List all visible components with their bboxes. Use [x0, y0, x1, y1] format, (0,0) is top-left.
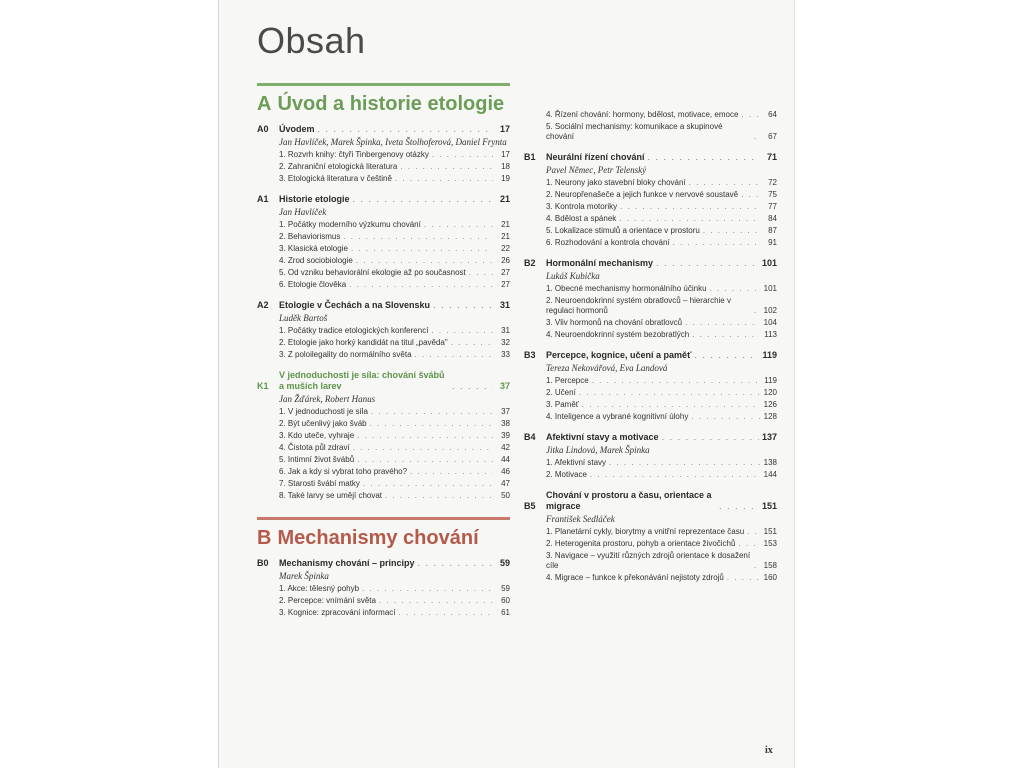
- leader-dots: [400, 162, 493, 172]
- chapter-code: B3: [524, 350, 536, 360]
- leader-dots: [719, 501, 759, 512]
- leader-dots: [433, 300, 493, 311]
- chapter-authors: Jan Havlíček: [279, 207, 327, 217]
- chapter-authors: František Sedláček: [546, 514, 615, 524]
- continued-items: [546, 110, 777, 142]
- leader-dots: [582, 400, 760, 410]
- toc-item: [546, 470, 777, 480]
- chapter-b0: [257, 558, 510, 618]
- chapter-code: A0: [257, 124, 269, 134]
- chapter-title: Hormonální mechanismy: [546, 258, 654, 268]
- leader-dots: [432, 150, 493, 160]
- item-title: 4. Zrod sociobiologie: [279, 256, 353, 265]
- item-title: 2. Neuroendokrinní systém obratlovců – hierarchie v regulaci hormonů: [546, 296, 731, 315]
- leader-dots: [694, 350, 759, 361]
- item-title: 5. Sociální mechanismy: komunikace a skupinové chování: [546, 122, 723, 141]
- item-title: 3. Kognice: zpracování informací: [279, 608, 396, 617]
- chapter-authors: Marek Špinka: [279, 571, 329, 581]
- item-page: 59: [501, 584, 510, 593]
- chapter-authors: Lukáš Kubička: [546, 271, 600, 281]
- section-title: Mechanismy chování: [277, 527, 479, 549]
- item-page: 27: [501, 280, 510, 289]
- chapter-items: [279, 220, 510, 290]
- section-letter: A: [257, 93, 272, 115]
- item-title: 4. Řízení chování: hormony, bdělost, motivace, emoce: [546, 110, 739, 119]
- leader-dots: [692, 330, 760, 340]
- item-title: 4. Inteligence a vybrané kognitivní úlohy: [546, 412, 689, 421]
- toc-chapter: [524, 490, 777, 583]
- toc-item: [546, 318, 777, 328]
- chapter-code: A1: [257, 194, 269, 204]
- toc-item: [546, 238, 777, 248]
- item-title: 1. Afektivní stavy: [546, 458, 607, 467]
- toc-chapter: [524, 152, 777, 248]
- leader-dots: [685, 318, 760, 328]
- chapter-heading: [257, 300, 510, 311]
- leader-dots: [370, 419, 493, 429]
- toc-chapter: [257, 558, 510, 618]
- item-title: 2. Etologie jako horký kandidát na titul „pavěda": [279, 338, 448, 347]
- chapter-heading: [257, 558, 510, 569]
- item-page: 31: [501, 326, 510, 335]
- toc-item: [279, 443, 510, 453]
- chapter-code: B5: [524, 501, 536, 511]
- item-page: 38: [501, 419, 510, 428]
- toc-item: [546, 226, 777, 236]
- leader-dots: [353, 443, 493, 453]
- item-page: 87: [768, 226, 777, 235]
- item-page: 42: [501, 443, 510, 452]
- item-page: 113: [764, 330, 777, 339]
- toc-item: [279, 220, 510, 230]
- toc-item: [546, 388, 777, 398]
- leader-dots: [592, 376, 760, 386]
- chapter-items: [546, 284, 777, 340]
- chapter-items: [546, 178, 777, 248]
- section-title: Úvod a historie etologie: [277, 93, 505, 115]
- leader-dots: [356, 256, 493, 266]
- leader-dots: [431, 326, 493, 336]
- chapter-title: Percepce, kognice, učení a paměť: [546, 350, 692, 360]
- item-page: 37: [501, 407, 510, 416]
- item-title: 6. Rozhodování a kontrola chování: [546, 238, 670, 247]
- toc-item: [546, 110, 777, 120]
- chapter-items: [546, 458, 777, 480]
- item-page: 64: [768, 110, 777, 119]
- toc-item: [279, 268, 510, 278]
- leader-dots: [754, 561, 760, 571]
- item-title: 5. Lokalizace stimulů a orientace v prostoru: [546, 226, 700, 235]
- item-page: 61: [501, 608, 510, 617]
- item-title: 4. Bdělost a spánek: [546, 214, 617, 223]
- item-page: 138: [763, 458, 777, 467]
- item-title: 8. Také larvy se umějí chovat: [279, 491, 383, 500]
- item-page: 44: [501, 455, 510, 464]
- item-page: 21: [501, 220, 510, 229]
- item-title: 1. Akce: tělesný pohyb: [279, 584, 360, 593]
- chapter-items: [279, 584, 510, 618]
- leader-dots: [710, 284, 760, 294]
- item-page: 32: [501, 338, 510, 347]
- toc-item: [279, 608, 510, 618]
- chapter-code: B2: [524, 258, 536, 268]
- item-title: 5. Intimní život švábů: [279, 455, 355, 464]
- leader-dots: [691, 412, 760, 422]
- chapter-title: V jednoduchosti je síla: chování švábů a muších larev: [279, 370, 445, 391]
- toc-chapter: [257, 370, 510, 501]
- item-title: 3. Etologická literatura v češtině: [279, 174, 392, 183]
- item-title: 1. Rozvrh knihy: čtyři Tinbergenovy otázky: [279, 150, 429, 159]
- item-page: 18: [501, 162, 510, 171]
- item-page: 22: [501, 244, 510, 253]
- chapter-title: Chování v prostoru a času, orientace a migrace: [546, 490, 712, 511]
- leader-dots: [648, 152, 760, 163]
- leader-dots: [451, 338, 493, 348]
- leader-dots: [656, 258, 759, 269]
- toc-item: [279, 479, 510, 489]
- toc-item: [279, 584, 510, 594]
- leader-dots: [741, 110, 760, 120]
- toc-item: [279, 150, 510, 160]
- chapter-code: A2: [257, 300, 269, 310]
- toc-chapter: [524, 432, 777, 480]
- leader-dots: [673, 238, 760, 248]
- toc-item: [279, 232, 510, 242]
- toc-chapter: [524, 258, 777, 340]
- leader-dots: [741, 190, 760, 200]
- item-page: 119: [764, 376, 777, 385]
- item-page: 158: [763, 561, 777, 570]
- item-title: 4. Neuroendokrinní systém bezobratlých: [546, 330, 690, 339]
- toc-item: [546, 190, 777, 200]
- toc-item: [279, 256, 510, 266]
- chapter-page: 119: [762, 350, 777, 360]
- toc-chapter: [257, 300, 510, 360]
- item-title: 6. Etologie člověka: [279, 280, 347, 289]
- leader-dots: [662, 432, 759, 443]
- leader-dots: [738, 539, 760, 549]
- section-letter: B: [257, 527, 272, 549]
- chapter-list: [257, 124, 510, 360]
- chapter-code: B4: [524, 432, 536, 442]
- item-title: 1. Počátky moderního výzkumu chování: [279, 220, 421, 229]
- item-page: 77: [768, 202, 777, 211]
- toc-item: [546, 539, 777, 549]
- item-title: 7. Starosti švábí matky: [279, 479, 360, 488]
- toc-item: [546, 412, 777, 422]
- toc-item: [546, 458, 777, 468]
- chapter-authors: Jan Žďárek, Robert Hanus: [279, 394, 376, 404]
- leader-dots: [619, 214, 760, 224]
- chapter-items: [279, 326, 510, 360]
- chapter-heading: [524, 152, 777, 163]
- item-title: 2. Neuropřenašeče a jejich funkce v nervové soustavě: [546, 190, 739, 199]
- leader-dots: [579, 388, 760, 398]
- chapter-code: K1: [257, 381, 269, 391]
- chapter-heading: [257, 194, 510, 205]
- toc-item: [546, 330, 777, 340]
- toc-item: [279, 174, 510, 184]
- toc-item: [279, 326, 510, 336]
- item-page: 47: [501, 479, 510, 488]
- item-title: 2. Behaviorismus: [279, 232, 341, 241]
- chapter-items: [279, 150, 510, 184]
- chapter-title: Mechanismy chování – principy: [279, 558, 415, 568]
- chapter-page: 59: [499, 558, 510, 568]
- leader-dots: [424, 220, 493, 230]
- chapter-authors: Tereza Nekovářová, Eva Landová: [546, 363, 668, 373]
- item-title: 3. Navigace – využití různých zdrojů orientace k dosažení cíle: [546, 551, 751, 570]
- leader-dots: [385, 491, 493, 501]
- item-page: 67: [768, 132, 777, 141]
- leader-dots: [410, 467, 493, 477]
- item-title: 3. Z poloilegality do normálního světa: [279, 350, 412, 359]
- chapter-authors: Pavel Němec, Petr Telenský: [546, 165, 647, 175]
- chapter-k1: [257, 370, 510, 501]
- item-title: 3. Kontrola motoriky: [546, 202, 618, 211]
- toc-item: [279, 491, 510, 501]
- toc-item: [546, 573, 777, 583]
- item-title: 3. Kdo uteče, vyhraje: [279, 431, 355, 440]
- item-page: 120: [763, 388, 777, 397]
- toc-item: [546, 296, 777, 316]
- item-page: 160: [763, 573, 777, 582]
- page-title: Obsah: [257, 20, 366, 61]
- item-title: 6. Jak a kdy si vybrat toho pravého?: [279, 467, 408, 476]
- toc-item: [546, 202, 777, 212]
- leader-dots: [318, 124, 493, 135]
- toc-chapter: [524, 350, 777, 422]
- toc-column-right: [524, 108, 777, 593]
- toc-item: [546, 284, 777, 294]
- leader-dots: [609, 458, 760, 468]
- item-title: 1. Neurony jako stavební bloky chování: [546, 178, 686, 187]
- leader-dots: [452, 381, 493, 392]
- item-page: 126: [763, 400, 777, 409]
- chapter-list: [524, 152, 777, 583]
- item-page: 46: [501, 467, 510, 476]
- chapter-heading: [524, 432, 777, 443]
- chapter-code: B0: [257, 558, 269, 568]
- leader-dots: [703, 226, 760, 236]
- chapter-page: 37: [499, 381, 510, 391]
- toc-item: [279, 407, 510, 417]
- leader-dots: [362, 584, 493, 594]
- toc-item: [279, 162, 510, 172]
- chapter-page: 71: [766, 152, 777, 162]
- item-page: 33: [501, 350, 510, 359]
- item-page: 17: [501, 150, 510, 159]
- chapter-page: 17: [499, 124, 510, 134]
- toc-item: [279, 467, 510, 477]
- toc-item: [546, 214, 777, 224]
- chapter-title: Afektivní stavy a motivace: [546, 432, 659, 442]
- toc-item: [279, 596, 510, 606]
- item-title: 3. Vliv hormonů na chování obratlovců: [546, 318, 683, 327]
- item-title: 2. Motivace: [546, 470, 587, 479]
- leader-dots: [754, 306, 760, 316]
- item-page: 26: [501, 256, 510, 265]
- chapter-heading: [524, 350, 777, 361]
- chapter-title: Historie etologie: [279, 194, 350, 204]
- item-page: 39: [501, 431, 510, 440]
- leader-dots: [418, 558, 493, 569]
- toc-item: [546, 122, 777, 142]
- leader-dots: [747, 527, 760, 537]
- chapter-items: [546, 376, 777, 422]
- toc-item: [546, 178, 777, 188]
- chapter-code: B1: [524, 152, 536, 162]
- item-page: 101: [763, 284, 777, 293]
- leader-dots: [415, 350, 493, 360]
- chapter-page: 31: [499, 300, 510, 310]
- leader-dots: [754, 132, 760, 142]
- leader-dots: [399, 608, 493, 618]
- leader-dots: [351, 244, 493, 254]
- item-page: 153: [763, 539, 777, 548]
- chapter-authors: Jitka Lindová, Marek Špinka: [546, 445, 650, 455]
- item-page: 102: [763, 306, 777, 315]
- item-title: 2. Být učenlivý jako šváb: [279, 419, 367, 428]
- toc-item: [546, 376, 777, 386]
- leader-dots: [469, 268, 493, 278]
- toc-chapter: [257, 124, 510, 184]
- item-title: 5. Od vzniku behaviorální ekologie až po současnost: [279, 268, 466, 277]
- item-title: 1. Obecné mechanismy hormonálního účinku: [546, 284, 707, 293]
- toc-item: [546, 527, 777, 537]
- toc-item: [279, 431, 510, 441]
- toc-item: [279, 338, 510, 348]
- chapter-page: 151: [761, 501, 777, 511]
- leader-dots: [363, 479, 493, 489]
- leader-dots: [357, 431, 493, 441]
- toc-item: [279, 419, 510, 429]
- chapter-title: Úvodem: [279, 124, 315, 134]
- item-page: 144: [763, 470, 777, 479]
- item-page: 91: [768, 238, 777, 247]
- leader-dots: [343, 232, 493, 242]
- toc-item: [279, 455, 510, 465]
- item-title: 2. Percepce: vnímání světa: [279, 596, 376, 605]
- item-page: 19: [501, 174, 510, 183]
- chapter-authors: Jan Havlíček, Marek Špinka, Iveta Štolhoferová, Daniel Frynta: [279, 137, 507, 147]
- chapter-page: 21: [499, 194, 510, 204]
- item-title: 1. Percepce: [546, 376, 589, 385]
- item-page: 104: [763, 318, 777, 327]
- item-title: 4. Migrace – funkce k překonávání nejistoty zdrojů: [546, 573, 724, 582]
- chapter-items: [546, 527, 777, 583]
- item-page: 21: [501, 232, 510, 241]
- section-header-b: [257, 517, 510, 550]
- item-page: 50: [501, 491, 510, 500]
- chapter-title: Etologie v Čechách a na Slovensku: [279, 300, 431, 310]
- leader-dots: [371, 407, 493, 417]
- leader-dots: [349, 280, 493, 290]
- item-title: 2. Zahraniční etologická literatura: [279, 162, 398, 171]
- leader-dots: [353, 194, 493, 205]
- toc-item: [279, 280, 510, 290]
- leader-dots: [379, 596, 493, 606]
- toc-item: [279, 350, 510, 360]
- toc-item: [546, 551, 777, 571]
- leader-dots: [590, 470, 760, 480]
- item-title: 1. Počátky tradice etologických konferencí: [279, 326, 429, 335]
- item-title: 1. Planetární cykly, biorytmy a vnitřní reprezentace času: [546, 527, 745, 536]
- toc-item: [279, 244, 510, 254]
- leader-dots: [357, 455, 493, 465]
- item-title: 3. Paměť: [546, 400, 579, 409]
- chapter-items: [279, 407, 510, 501]
- book-page: [219, 0, 794, 768]
- toc-item: [546, 400, 777, 410]
- item-title: 2. Učení: [546, 388, 576, 397]
- section-header-a: [257, 83, 510, 116]
- leader-dots: [395, 174, 493, 184]
- chapter-heading: [524, 490, 777, 512]
- item-page: 75: [768, 190, 777, 199]
- item-page: 151: [763, 527, 777, 536]
- chapter-heading: [257, 370, 510, 392]
- item-title: 3. Klasická etologie: [279, 244, 348, 253]
- chapter-authors: Luděk Bartoš: [279, 313, 328, 323]
- toc-chapter: [257, 194, 510, 290]
- item-title: 2. Heterogenita prostoru, pohyb a orientace živočichů: [546, 539, 736, 548]
- chapter-page: 101: [761, 258, 777, 268]
- item-page: 84: [768, 214, 777, 223]
- leader-dots: [689, 178, 760, 188]
- item-title: 1. V jednoduchosti je síla: [279, 407, 368, 416]
- page-number: ix: [765, 745, 773, 756]
- chapter-heading: [257, 124, 510, 135]
- chapter-heading: [524, 258, 777, 269]
- item-page: 27: [501, 268, 510, 277]
- item-page: 72: [768, 178, 777, 187]
- item-title: 4. Čistota půl zdraví: [279, 443, 350, 452]
- chapter-title: Neurální řízení chování: [546, 152, 645, 162]
- toc-column-left: [257, 83, 510, 628]
- leader-dots: [727, 573, 760, 583]
- leader-dots: [620, 202, 760, 212]
- item-page: 60: [501, 596, 510, 605]
- item-page: 128: [763, 412, 777, 421]
- chapter-page: 137: [761, 432, 777, 442]
